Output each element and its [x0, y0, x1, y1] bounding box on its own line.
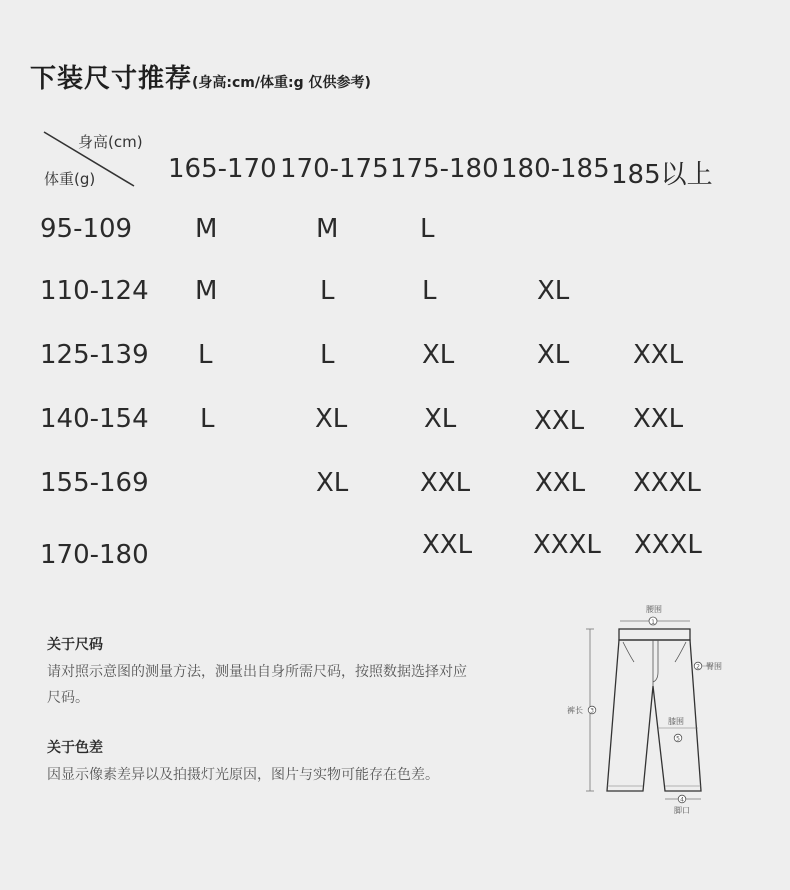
size-cell: M — [195, 276, 218, 306]
knee-label: 膝围 — [668, 717, 684, 726]
column-header: 185以上 — [611, 160, 713, 190]
column-header: 175-180 — [390, 154, 499, 184]
title-main: 下装尺寸推荐 — [30, 64, 193, 94]
size-cell: XL — [424, 404, 457, 434]
hip-label: 臀围 — [706, 662, 722, 671]
size-cell: L — [200, 404, 215, 434]
length-label: 裤长 — [567, 706, 583, 715]
page-title — [30, 58, 371, 95]
waist-label: 腰围 — [646, 605, 662, 614]
size-cell: XXL — [534, 406, 585, 436]
size-cell: L — [420, 214, 435, 244]
column-header: 170-175 — [280, 154, 389, 184]
size-cell: L — [422, 276, 437, 306]
about-size-title: 关于尺码 — [47, 637, 103, 653]
size-cell: XL — [315, 404, 348, 434]
size-cell: XL — [422, 340, 455, 370]
about-color-title: 关于色差 — [47, 740, 103, 756]
marker-3-number: 3 — [590, 707, 594, 715]
size-cell: XXL — [535, 468, 586, 498]
size-cell: M — [195, 214, 218, 244]
size-cell: L — [320, 276, 335, 306]
marker-4-number: 4 — [680, 796, 684, 804]
hem-label: 脚口 — [674, 806, 690, 815]
row-header: 125-139 — [40, 340, 149, 370]
size-cell: L — [320, 340, 335, 370]
marker-2-number: 2 — [696, 663, 700, 671]
weight-axis-label: 体重(g) — [44, 170, 96, 188]
height-axis-label: 身高(cm) — [78, 133, 143, 151]
column-header: 180-185 — [501, 154, 610, 184]
size-cell: XXL — [633, 340, 684, 370]
row-header: 110-124 — [40, 276, 149, 306]
size-cell: XXXL — [533, 530, 601, 560]
size-cell: XL — [537, 340, 570, 370]
size-cell: L — [198, 340, 213, 370]
column-header: 165-170 — [168, 154, 277, 184]
pants-measurement-diagram — [560, 598, 740, 824]
title-note: (身高:cm/体重:g 仅供参考) — [192, 75, 371, 91]
marker-1-number: 1 — [651, 619, 655, 626]
table-corner-header — [40, 128, 150, 192]
size-cell: XXL — [420, 468, 471, 498]
row-header: 170-180 — [40, 540, 149, 570]
about-color-text: 因显示像素差异以及拍摄灯光原因，图片与实物可能存在色差。 — [47, 767, 439, 783]
marker-5-number: 5 — [676, 735, 680, 743]
about-size-text: 请对照示意图的测量方法，测量出自身所需尺码，按照数据选择对应尺码。 — [47, 664, 467, 706]
size-cell: XXXL — [634, 530, 702, 560]
size-cell: XXL — [422, 530, 473, 560]
size-cell: XXXL — [633, 468, 701, 498]
row-header: 95-109 — [40, 214, 133, 244]
size-cell: XL — [316, 468, 349, 498]
size-cell: M — [316, 214, 339, 244]
row-header: 140-154 — [40, 404, 149, 434]
size-cell: XXL — [633, 404, 684, 434]
row-header: 155-169 — [40, 468, 149, 498]
size-cell: XL — [537, 276, 570, 306]
